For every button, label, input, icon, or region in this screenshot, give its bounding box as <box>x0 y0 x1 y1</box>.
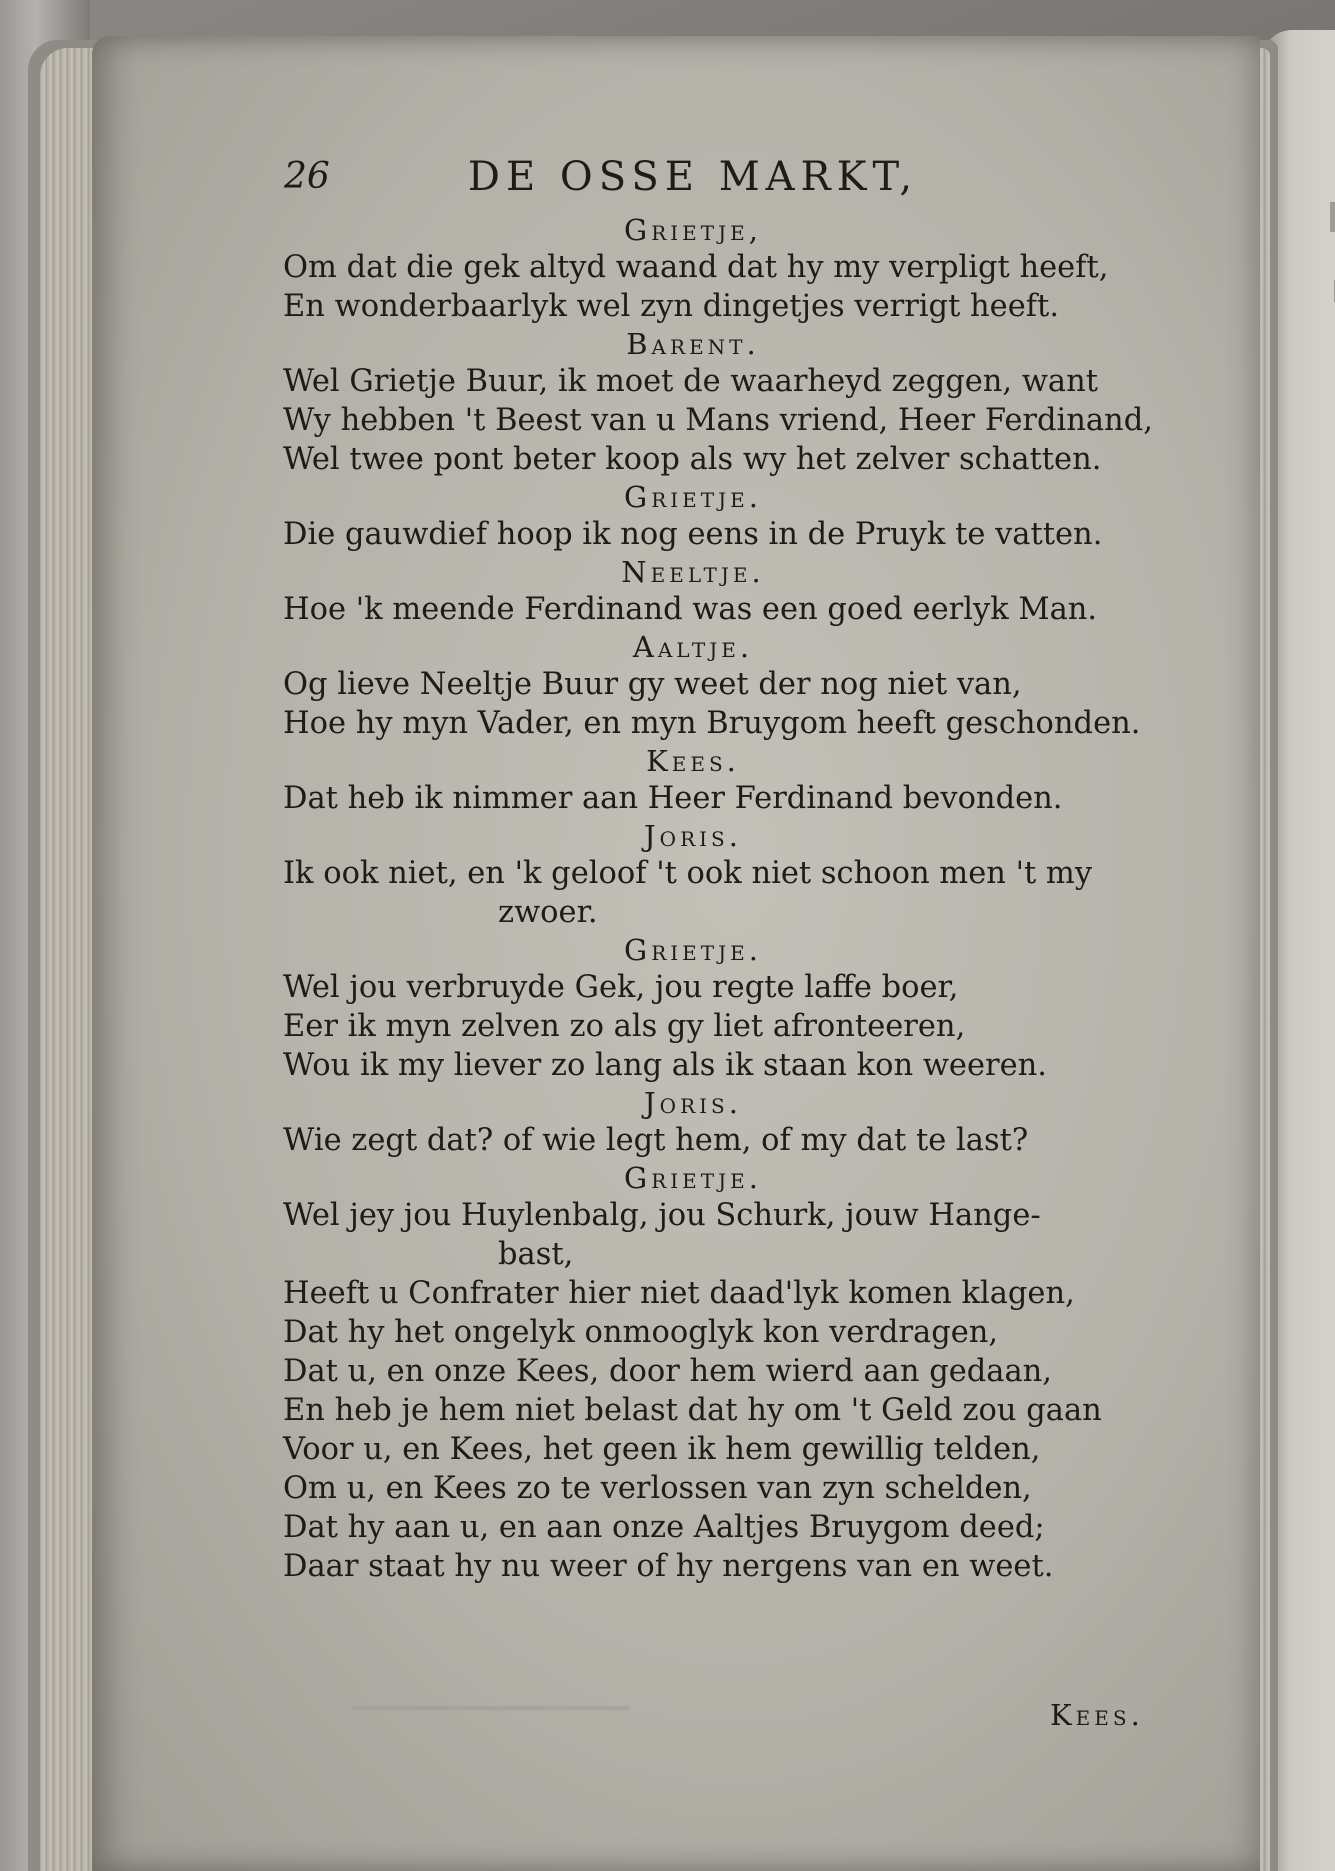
verse-line: Wie zegt dat? of wie legt hem, of my dat te last? <box>283 1123 1029 1158</box>
speaker-name: Grietje, <box>624 213 762 247</box>
speaker-name: Joris. <box>644 819 742 853</box>
show-through-smudge: ▁▁▁▁▁▁▁▁▁▁▁▁ <box>352 1676 629 1711</box>
catchword: Kees. <box>1050 1698 1144 1732</box>
verse-line: Dat heb ik nimmer aan Heer Ferdinand bevonden. <box>283 781 1063 816</box>
running-title: DE OSSE MARKT, <box>467 154 919 200</box>
verse-line: Die gauwdief hoop ik nog eens in de Pruyk te vatten. <box>283 517 1103 552</box>
verse-line: Wou ik my liever zo lang als ik staan kon weeren. <box>283 1048 1047 1083</box>
verse-line: Daar staat hy nu weer of hy nergens van en weet. <box>283 1549 1054 1584</box>
speaker-name: Grietje. <box>624 1161 762 1195</box>
speaker-name: Kees. <box>646 744 740 778</box>
verse-line: En wonderbaarlyk wel zyn dingetjes verrigt heeft. <box>283 289 1060 324</box>
running-head <box>188 150 1198 212</box>
verse-line: Og lieve Neeltje Buur gy weet der nog niet van, <box>283 667 1022 702</box>
facing-page-ink-mark <box>1330 202 1335 232</box>
speaker-name: Neeltje. <box>621 555 765 589</box>
verse-line: Om dat die gek altyd waand dat hy my verpligt heeft, <box>283 250 1109 285</box>
verse-line: Voor u, en Kees, het geen ik hem gewillig telden, <box>283 1432 1041 1467</box>
verse-line: Dat u, en onze Kees, door hem wierd aan gedaan, <box>283 1354 1052 1389</box>
verse-line: Wel Grietje Buur, ik moet de waarheyd zeggen, want <box>283 364 1099 399</box>
page-number: 26 <box>284 156 330 197</box>
speaker-name: Grietje. <box>624 933 762 967</box>
verse-line: Om u, en Kees zo te verlossen van zyn schelden, <box>283 1471 1032 1506</box>
verse-line: Wy hebben 't Beest van u Mans vriend, Heer Ferdinand, <box>283 403 1153 438</box>
verse-line: Dat hy het ongelyk onmooglyk kon verdragen, <box>283 1315 999 1350</box>
verse-line: Eer ik myn zelven zo als gy liet afronteeren, <box>283 1009 966 1044</box>
verse-line: En heb je hem niet belast dat hy om 't Geld zou gaan <box>283 1393 1102 1428</box>
verse-line: Ik ook niet, en 'k geloof 't ook niet schoon men 't my <box>283 856 1093 891</box>
verse-line: Wel jey jou Huylenbalg, jou Schurk, jouw Hange- <box>283 1198 1041 1233</box>
speaker-name: Aaltje. <box>632 630 754 664</box>
speaker-name: Grietje. <box>624 480 762 514</box>
verse-line: Hoe hy myn Vader, en myn Bruygom heeft geschonden. <box>283 706 1141 741</box>
verse-line: Wel jou verbruyde Gek, jou regte laffe boer, <box>283 970 959 1005</box>
verse-line: Dat hy aan u, en aan onze Aaltjes Bruygom deed; <box>283 1510 1045 1545</box>
verse-line-continuation: bast, <box>498 1237 574 1272</box>
verse-line: Wel twee pont beter koop als wy het zelver schatten. <box>283 442 1102 477</box>
speaker-name: Joris. <box>644 1086 742 1120</box>
verse-line: Heeft u Confrater hier niet daad'lyk komen klagen, <box>283 1276 1075 1311</box>
page-text <box>188 150 1198 1586</box>
verse-line-continuation: zwoer. <box>498 895 598 930</box>
speaker-name: Barent. <box>626 327 760 361</box>
verse-line: Hoe 'k meende Ferdinand was een goed eerlyk Man. <box>283 592 1098 627</box>
play-text-body <box>188 212 1198 1586</box>
